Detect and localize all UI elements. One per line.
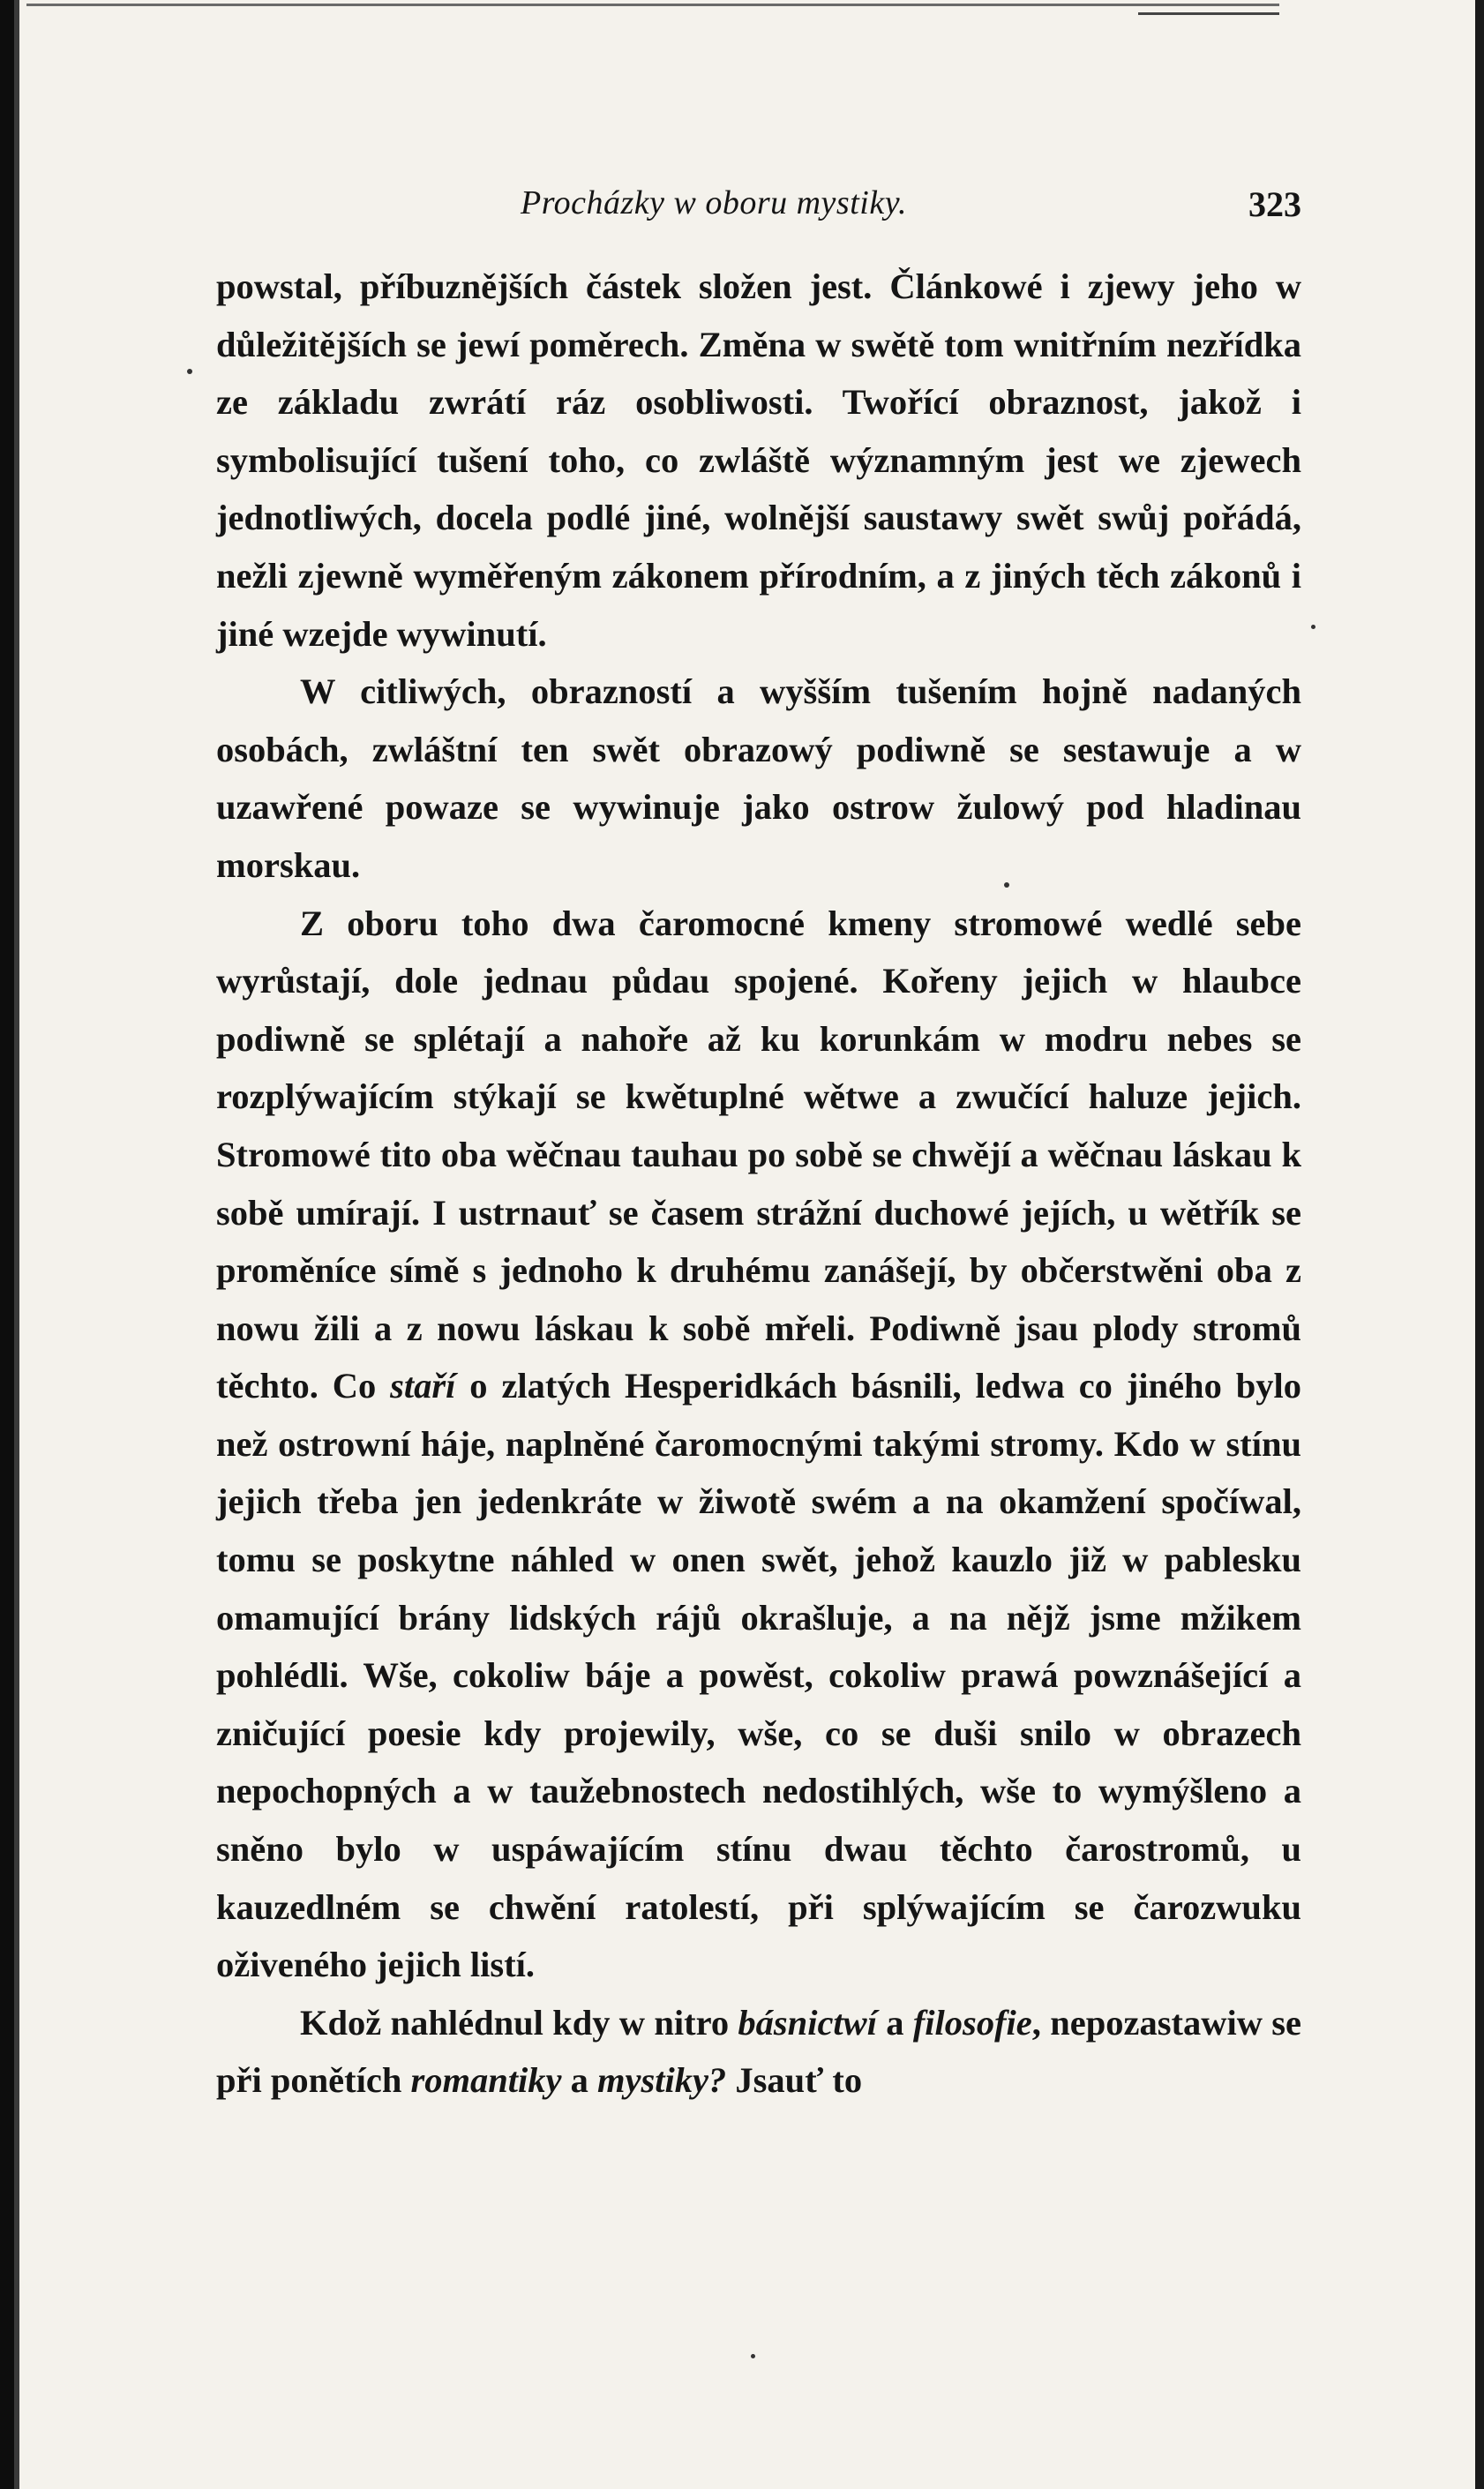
text-run: a bbox=[876, 2002, 913, 2043]
scan-top-rule-fragment bbox=[1138, 12, 1279, 15]
paragraph bbox=[216, 663, 1301, 894]
text-run: powstal, příbuznějších částek složen jest. Článkowé i zjewy jeho w důležitějších se jewí poměrech. Změna w swětě tom wnitřním nezřídka ze základu zwrátí ráz osobliwosti. Twořící obraznost, jakož i symbolisující tušení toho, co zwláště wýznamným jest we zjewech jednotliwých, docela podlé jiné, wolnější saustawy swět swůj pořádá, nežli zjewně wyměřeným zákonem přírodním, a z jiných těch zákonů i jiné wzejde wywinutí. bbox=[216, 266, 1301, 654]
text-run: Z oboru toho dwa čaromocné kmeny stromowé wedlé sebe wyrůstají, dole jednau půdau spojené. Kořeny jejich w hlaubce podiwně se splétají a nahoře až ku korunkám w modru nebes se rozplýwajícím stýkají se kwětuplné wětwe a zwučící haluze jejich. Stromowé tito oba wěčnau tauhau po sobě se chwějí a wěčnau láskau k sobě umírají. I ustrnauť se časem strážní duchowé jejích, u wětřík se proměníce símě s jednoho k druhému zanášejí, by občerstwěni oba z nowu žili a z nowu láskau k sobě mřeli. Podiwně jsau plody stromů těchto. Co bbox=[216, 903, 1301, 1406]
body-text bbox=[216, 258, 1301, 2110]
italic-text: filosofie bbox=[912, 2002, 1032, 2043]
text-run: a bbox=[561, 2060, 598, 2101]
text-run: Jsauť to bbox=[726, 2060, 863, 2101]
scan-edge-shadow bbox=[14, 0, 19, 2489]
scan-edge-left bbox=[0, 0, 14, 2489]
scan-top-rule bbox=[26, 4, 1279, 6]
scan-edge-right bbox=[1475, 0, 1484, 2489]
paragraph bbox=[216, 895, 1301, 1994]
italic-text: básnictwí bbox=[738, 2002, 877, 2043]
text-run: Kdož nahlédnul kdy w nitro bbox=[300, 2002, 738, 2043]
text-run: W citliwých, obrazností a wyšším tušením hojně nadaných osobách, zwláštní ten swět obrazowý podiwně se sestawuje a w uzawřené powaze se wywinuje jako ostrow žulowý pod hladinau morskau. bbox=[216, 671, 1301, 885]
ink-speck bbox=[1004, 882, 1009, 888]
paragraph bbox=[216, 258, 1301, 663]
italic-text: romantiky bbox=[410, 2060, 562, 2101]
italic-text: mystiky? bbox=[597, 2060, 727, 2101]
page-number: 323 bbox=[1248, 184, 1301, 224]
running-title: Procházky w oboru mystiky. bbox=[521, 184, 907, 221]
italic-text: staří bbox=[390, 1366, 456, 1406]
text-run: , nepozastawiw se při ponětích bbox=[216, 2002, 1301, 2101]
text-run: o zlatých Hesperidkách básnili, ledwa co jiného bylo než ostrowní háje, naplněné čaromocnými takými stromy. Kdo w stínu jejich třeba jen jedenkráte w žiwotě swém a na okamžení spočíwal, tomu se poskytne náhled w onen swět, jehož kauzlo již w pablesku omamující brány lidských rájů okrašluje, a na nějž jsme mžikem pohlédli. Wše, cokoliw báje a powěst, cokoliw prawá powznášející a zničující poesie kdy projewily, wše, co se duši snilo w obrazech nepochopných a w taužebnostech nedostihlých, wše to wymýšleno a sněno bylo w uspáwajícím stínu dwau těchto čarostromů, u kauzedlném se chwění ratolestí, při splýwajícím se čarozwuku oživeného jejich listí. bbox=[216, 1366, 1302, 1985]
paragraph bbox=[216, 1994, 1301, 2110]
ink-speck bbox=[187, 369, 192, 374]
ink-speck bbox=[1311, 625, 1315, 629]
ink-speck bbox=[751, 2354, 755, 2358]
running-head bbox=[216, 184, 1301, 233]
